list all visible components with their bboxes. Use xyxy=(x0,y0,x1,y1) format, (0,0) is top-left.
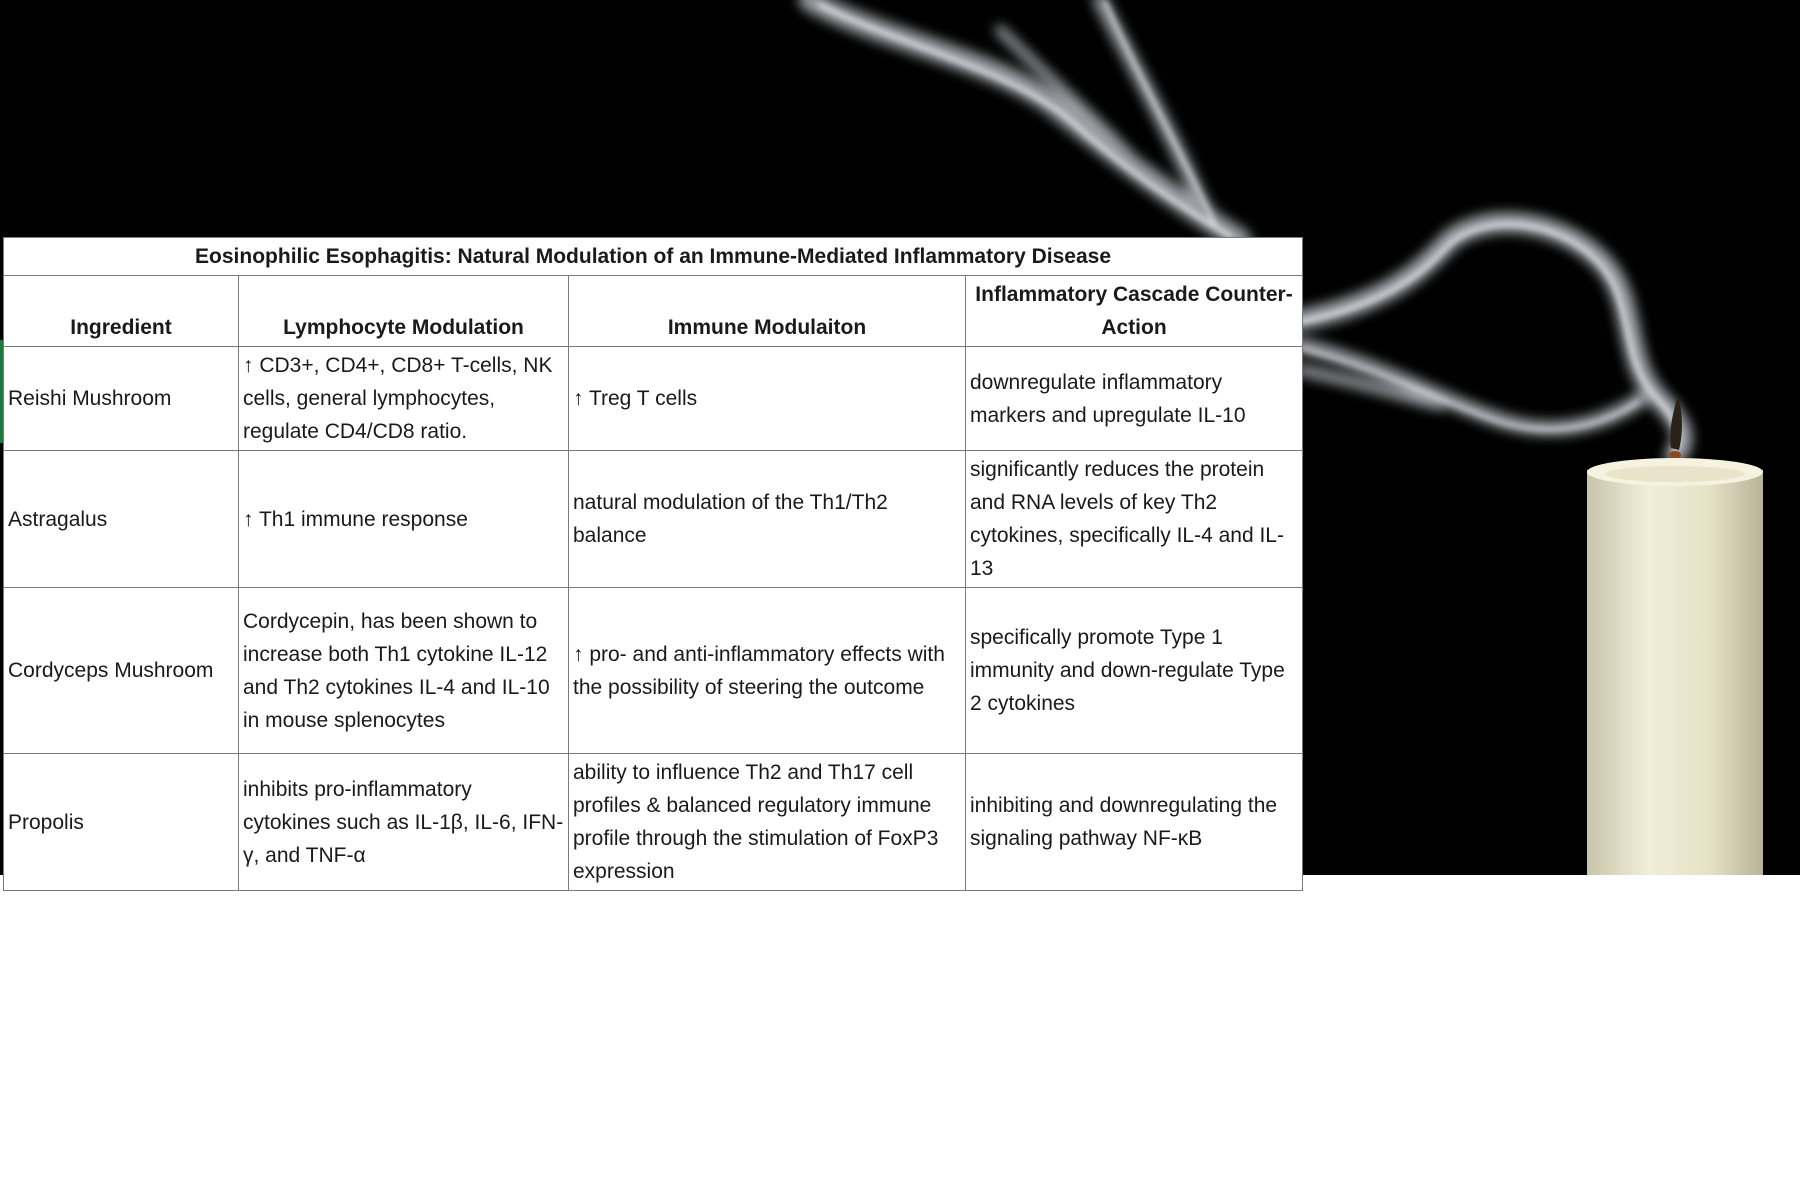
cell-inflammatory: inhibiting and downregulating the signaling pathway NF-κB xyxy=(966,754,1303,891)
cell-inflammatory: specifically promote Type 1 immunity and down-regulate Type 2 cytokines xyxy=(966,588,1303,754)
table-row xyxy=(4,347,1303,451)
column-header-ingredient: Ingredient xyxy=(4,276,239,347)
cell-lymphocyte: Cordycepin, has been shown to increase both Th1 cytokine IL-12 and Th2 cytokines IL-4 and IL-10 in mouse splenocytes xyxy=(239,588,569,754)
column-header-lymphocyte: Lymphocyte Modulation xyxy=(239,276,569,347)
cell-lymphocyte: ↑ CD3+, CD4+, CD8+ T-cells, NK cells, general lymphocytes, regulate CD4/CD8 ratio. xyxy=(239,347,569,451)
table-row xyxy=(4,588,1303,754)
cell-immune: ↑ Treg T cells xyxy=(569,347,966,451)
table-row xyxy=(4,754,1303,891)
cell-ingredient: Astragalus xyxy=(4,451,239,588)
cell-ingredient: Reishi Mushroom xyxy=(4,347,239,451)
cell-lymphocyte: inhibits pro-inflammatory cytokines such as IL-1β, IL-6, IFN-γ, and TNF-α xyxy=(239,754,569,891)
cell-ingredient: Cordyceps Mushroom xyxy=(4,588,239,754)
table-title: Eosinophilic Esophagitis: Natural Modulation of an Immune-Mediated Inflammatory Disease xyxy=(4,238,1303,276)
column-header-immune: Immune Modulaiton xyxy=(569,276,966,347)
cell-immune: ability to influence Th2 and Th17 cell profiles & balanced regulatory immune profile through the stimulation of FoxP3 expression xyxy=(569,754,966,891)
cell-immune: ↑ pro- and anti-inflammatory effects with the possibility of steering the outcome xyxy=(569,588,966,754)
ingredient-table xyxy=(3,237,1303,891)
column-header-inflammatory: Inflammatory Cascade Counter-Action xyxy=(966,276,1303,347)
cell-inflammatory: downregulate inflammatory markers and upregulate IL-10 xyxy=(966,347,1303,451)
table-row xyxy=(4,451,1303,588)
candle-icon xyxy=(1587,470,1763,875)
cell-immune: natural modulation of the Th1/Th2 balance xyxy=(569,451,966,588)
cell-lymphocyte: ↑ Th1 immune response xyxy=(239,451,569,588)
cell-inflammatory: significantly reduces the protein and RNA levels of key Th2 cytokines, specifically IL-4 and IL-13 xyxy=(966,451,1303,588)
cell-ingredient: Propolis xyxy=(4,754,239,891)
